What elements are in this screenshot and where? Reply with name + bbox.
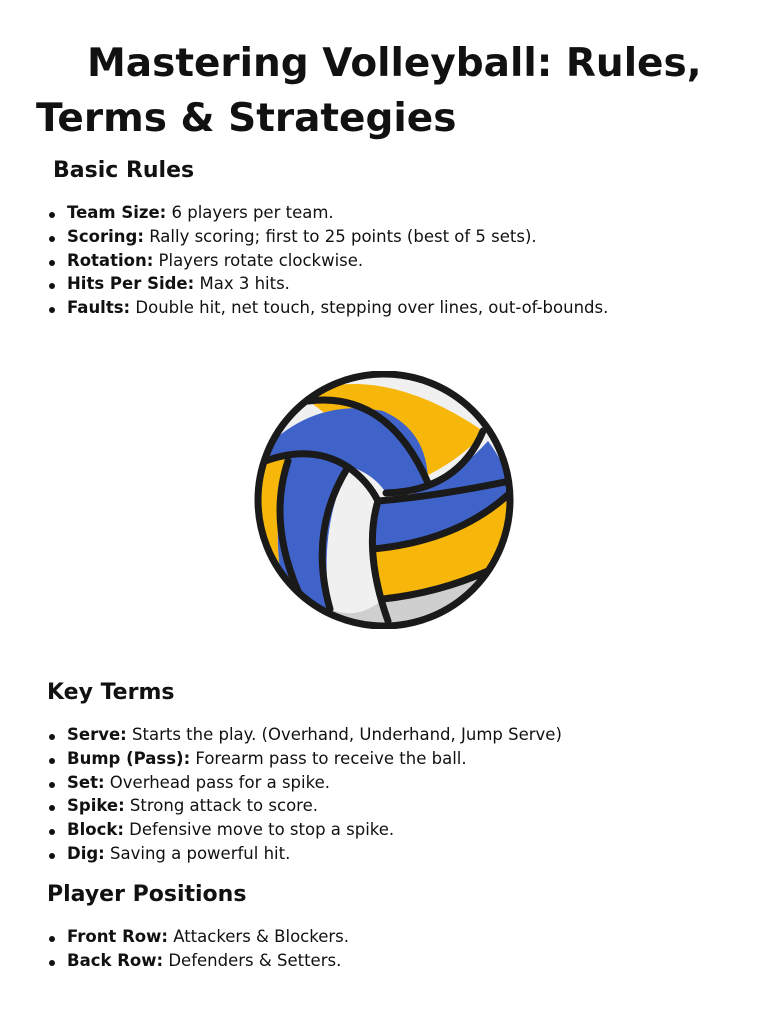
item-term: Serve: <box>67 725 127 744</box>
item-term: Hits Per Side: <box>67 274 195 294</box>
list-item <box>47 747 562 771</box>
list-item <box>47 794 562 818</box>
list-item <box>47 201 608 225</box>
player-positions-heading: Player Positions <box>47 882 247 907</box>
item-term: Dig: <box>67 843 105 863</box>
item-term: Spike: <box>67 796 125 816</box>
list-item <box>47 949 349 973</box>
basic-rules-list <box>47 201 608 320</box>
list-item <box>47 925 349 949</box>
item-text: Overhead pass for a spike. <box>104 772 330 792</box>
list-item <box>47 296 608 320</box>
item-text: Double hit, net touch, stepping over lines, out-of-bounds. <box>130 298 609 318</box>
item-text: Defensive move to stop a spike. <box>123 820 395 840</box>
item-text: Starts the play. (Overhand, Underhand, Jump Serve) <box>126 725 562 744</box>
item-text: 6 players per team. <box>166 203 334 222</box>
item-text: Strong attack to score. <box>124 796 318 816</box>
item-text: Max 3 hits. <box>194 274 290 294</box>
item-text: Saving a powerful hit. <box>104 843 291 863</box>
item-text: Defenders & Setters. <box>163 950 342 970</box>
item-term: Block: <box>67 820 124 840</box>
list-item <box>47 818 562 842</box>
item-term: Bump (Pass): <box>67 748 191 768</box>
list-item <box>47 272 608 296</box>
item-term: Back Row: <box>67 950 164 970</box>
list-item <box>47 249 608 273</box>
item-term: Team Size: <box>67 203 167 222</box>
item-text: Attackers & Blockers. <box>167 927 349 946</box>
item-term: Faults: <box>67 298 131 318</box>
item-term: Rotation: <box>67 250 154 270</box>
page-title <box>36 36 736 146</box>
item-term: Front Row: <box>67 927 168 946</box>
volleyball-icon <box>248 371 520 629</box>
list-item <box>47 771 562 795</box>
key-terms-heading: Key Terms <box>47 680 175 705</box>
basic-rules-heading: Basic Rules <box>53 158 195 183</box>
list-item <box>47 842 562 866</box>
key-terms-list <box>47 723 562 866</box>
item-text: Rally scoring; first to 25 points (best of 5 sets). <box>143 226 537 246</box>
title-line-2: Terms & Strategies <box>36 96 457 141</box>
list-item <box>47 225 608 249</box>
list-item <box>47 723 562 747</box>
title-line-1: Mastering Volleyball: Rules, <box>87 41 702 86</box>
player-positions-list <box>47 925 349 973</box>
item-text: Forearm pass to receive the ball. <box>190 748 467 768</box>
item-term: Scoring: <box>67 226 144 246</box>
item-text: Players rotate clockwise. <box>153 250 364 270</box>
item-term: Set: <box>67 772 105 792</box>
